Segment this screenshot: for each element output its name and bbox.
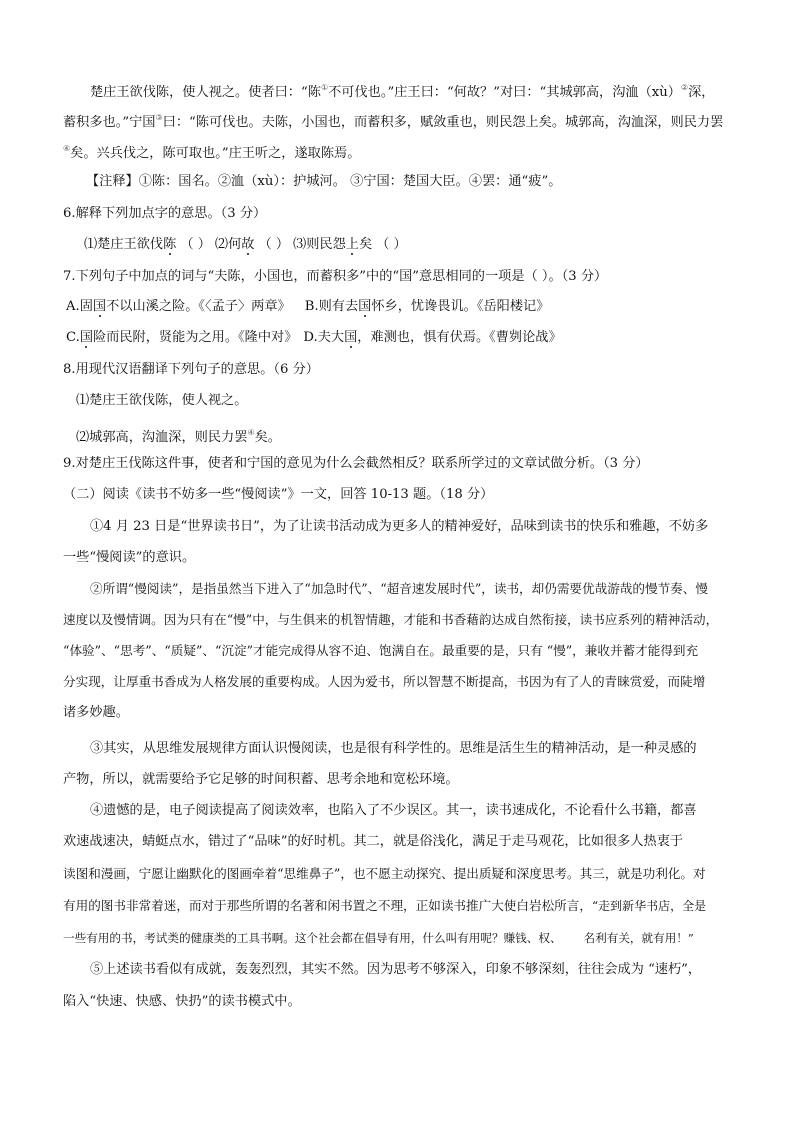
paragraph-2-line-5: 诸多妙趣。 xyxy=(63,705,129,720)
question-7-options-cd: C.国险而民附，贤能为之用。《隆中对》 D.夫大国，难测也，惧有伏焉。《曹刿论战》 xyxy=(66,330,562,345)
passage-line-2: 蓄积多也。”宁国③曰：“陈可伐也。夫陈，小国也，而蓄积多，赋敛重也，则民怨上矣。城郭高，沟洫深，则民力罢 xyxy=(63,113,724,130)
paragraph-4-line-5: 一些有用的书，考试类的健康类的工具书啊。这个社会都在倡导有用，什么叫有用呢？赚钱、权、 名利有关，就有用！” xyxy=(63,931,694,945)
passage-line-3: ④矣。兴兵伐之，陈可取也。”庄王听之，遂取陈焉。 xyxy=(63,144,361,161)
footnote-marker: ③ xyxy=(155,113,163,122)
question-8-item-2: ⑵城郭高，沟洫深，则民力罢④矣。 xyxy=(76,428,281,445)
paragraph-4-line-1: ④遗憾的是，电子阅读提高了阅读效率，也陷入了不少误区。其一，读书速成化，不论看什么书籍，都喜 xyxy=(90,803,697,818)
part-2-heading: （二）阅读《读书不妨多一些“慢阅读”》一文，回答 10-13 题。（18 分） xyxy=(63,487,494,502)
paragraph-4-line-3: 读图和漫画，宁愿让幽默化的图画牵着“思维鼻子”，也不愿主动探究、提出质疑和深度思考。其三，就是功利化。对 xyxy=(63,866,706,881)
paragraph-5-line-2: 陷入“快速、快感、快扔”的读书模式中。 xyxy=(63,994,301,1009)
paragraph-4-line-4: 有用的图书非常着迷，而对于那些所谓的名著和闲书置之不理，正如读书推广大使白岩松所言，“走到新华书店，全是 xyxy=(63,898,707,913)
question-7-stem: 7.下列句子中加点的词与“夫陈，小国也，而蓄积多”中的“国”意思相同的一项是（ ）。（3 分） xyxy=(63,269,608,284)
question-8-item-1: ⑴楚庄王欲伐陈，使人视之。 xyxy=(76,393,248,408)
paragraph-2-line-4: 分实现，让厚重书香成为人格发展的重要构成。人因为爱书，所以智慧不断提高，书因为有了人的青睐赏爱，而陡增 xyxy=(63,674,706,689)
paragraph-1-line-1: ①4 月 23 日是“世界读书日”，为了让读书活动成为更多人的精神爱好，品味到读书的快乐和雅趣，不妨多 xyxy=(90,519,709,534)
question-7-options-ab: A.固国不以山溪之险。《〈孟子〉两章》 B.则有去国怀乡，忧谗畏讥。《岳阳楼记》 xyxy=(66,299,550,314)
paragraph-3-line-1: ③其实，从思维发展规律方面认识慢阅读，也是很有科学性的。思维是活生生的精神活动，是一种灵感的 xyxy=(90,741,697,756)
paragraph-2-line-1: ②所谓“慢阅读”，是指虽然当下进入了“加急时代”、“超音速发展时代”，读书，却仍需要优哉游哉的慢节奏、慢 xyxy=(90,581,708,596)
paragraph-5-line-1: ⑤上述读书看似有成就，轰轰烈烈，其实不然。因为思考不够深入，印象不够深刻，往往会成为 “速朽”， xyxy=(90,962,702,977)
question-6-stem: 6.解释下列加点字的意思。（3 分） xyxy=(63,206,267,221)
paragraph-3-line-2: 产物，所以，就需要给予它足够的时间积蓄、思考余地和宽松环境。 xyxy=(63,772,459,787)
paragraph-2-line-2: 速度以及慢情调。因为只有在“慢”中，与生俱来的机智情趣，才能和书香藉韵达成自然衔接，读书应系列的精神活动， xyxy=(63,612,719,627)
paragraph-2-line-3: “体验”、“思考”、“质疑”、“沉淀”才能完成得从容不迫、饱满自在。最重要的是，只有 “慢”，兼收并蓄才能得到充 xyxy=(63,643,699,658)
question-8-stem: 8.用现代汉语翻译下列句子的意思。（6 分） xyxy=(63,362,319,377)
footnote-marker: ① xyxy=(320,83,329,92)
footnote-marker: ④ xyxy=(63,144,71,153)
question-6-items: ⑴楚庄王欲伐陈 （ ） ⑵何故 （ ） ⑶则民怨上矣 （ ） xyxy=(84,237,407,252)
question-9-stem: 9.对楚庄王伐陈这件事，使者和宁国的意见为什么会截然相反？联系所学过的文章试做分析。（3 分） xyxy=(63,456,649,471)
paragraph-1-line-2: 一些“慢阅读”的意识。 xyxy=(63,550,196,565)
paragraph-4-line-2: 欢速战速决，蜻蜓点水，错过了“品味”的好时机。其二，就是俗浅化，满足于走马观花，比如很多人热衷于 xyxy=(63,834,684,849)
footnote-marker: ② xyxy=(680,83,689,92)
passage-line-1: 楚庄王欲伐陈，使人视之。使者曰：“陈①不可伐也。”庄王曰：“何故？”对曰：“其城郭高，沟洫（xù）②深， xyxy=(90,83,715,100)
annotation-note: 【注释】①陈：国名。②洫（xù）：护城河。 ③宁国：楚国大臣。④罢：通“疲”。 xyxy=(86,174,562,189)
